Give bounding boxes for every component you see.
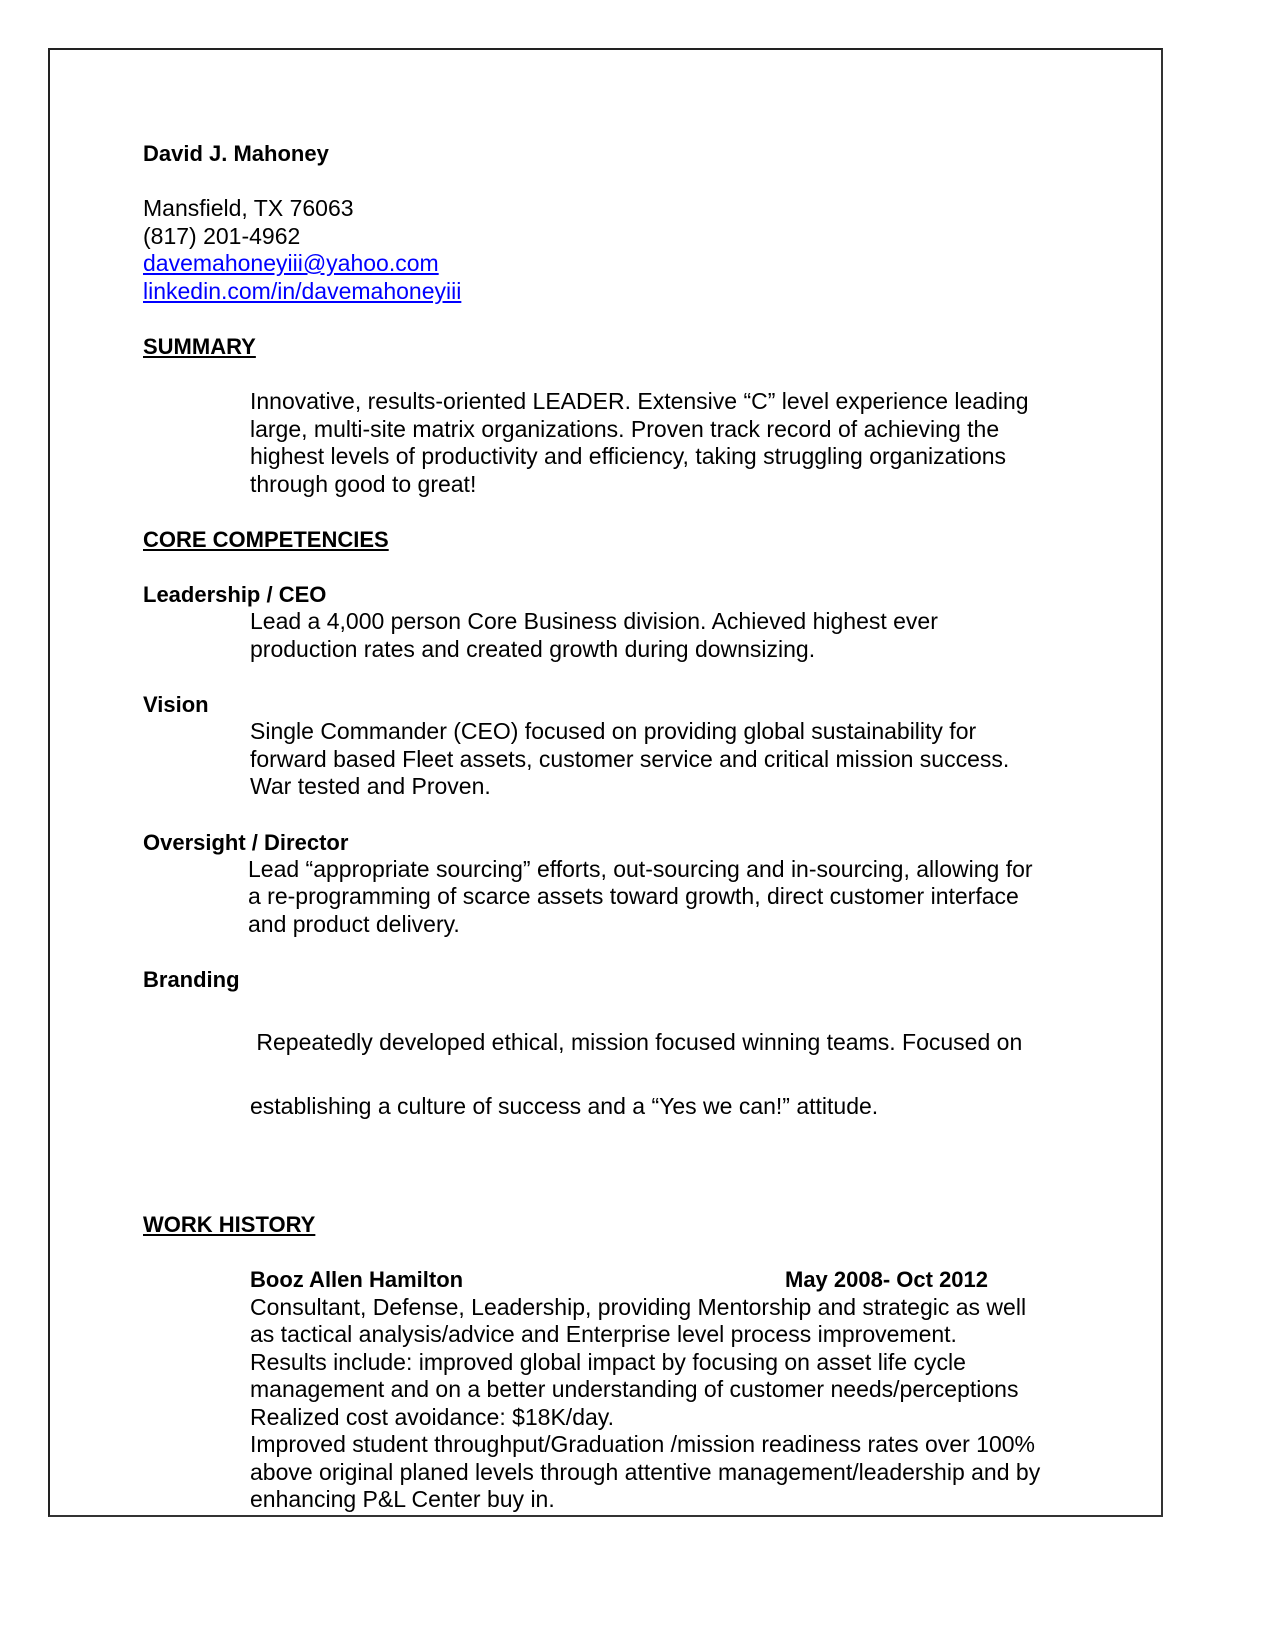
- competency-line: Lead “appropriate sourcing” efforts, out-sourcing and in-sourcing, allowing for: [248, 855, 1033, 882]
- job-line: as tactical analysis/advice and Enterprise level process improvement.: [250, 1321, 957, 1347]
- competency-oversight: [143, 829, 1103, 939]
- competency-line: forward based Fleet assets, customer service and critical mission success.: [250, 745, 1010, 772]
- summary-line: Innovative, results-oriented LEADER. Extensive “C” level experience leading: [250, 388, 1029, 414]
- job-line: Consultant, Defense, Leadership, providing Mentorship and strategic as well: [250, 1293, 1027, 1320]
- job-dates: May 2008- Oct 2012: [785, 1267, 989, 1292]
- summary-heading: SUMMARY: [143, 334, 256, 359]
- competency-branding: [143, 966, 1103, 1156]
- email-link[interactable]: davemahoneyiii@yahoo.com: [143, 250, 439, 276]
- job-line: Improved student throughput/Graduation /mission readiness rates over 100%: [250, 1431, 1035, 1457]
- competency-line: establishing a culture of success and a “Yes we can!” attitude.: [250, 1092, 879, 1119]
- work-history-heading: WORK HISTORY: [143, 1212, 316, 1237]
- job-line: management and on a better understanding of customer needs/perceptions: [250, 1376, 1019, 1402]
- competency-line: and product delivery.: [248, 910, 460, 937]
- competency-line: Single Commander (CEO) focused on providing global sustainability for: [250, 718, 977, 744]
- summary-line: large, multi-site matrix organizations. Proven track record of achieving the: [250, 415, 1000, 442]
- summary-line: through good to great!: [250, 470, 477, 497]
- job-company: Booz Allen Hamilton: [250, 1267, 464, 1292]
- resume-document: [143, 140, 1103, 1514]
- job-header: [250, 1266, 1103, 1294]
- job-line: enhancing P&L Center buy in.: [250, 1486, 555, 1512]
- competency-title: Branding: [143, 967, 240, 992]
- job-line: Results include: improved global impact by focusing on asset life cycle: [250, 1348, 966, 1375]
- competency-title: Leadership / CEO: [143, 582, 327, 607]
- phone: (817) 201-4962: [143, 222, 301, 249]
- competency-leadership: [143, 581, 1103, 663]
- competency-title: Vision: [143, 692, 209, 717]
- contact-block: [143, 195, 1103, 305]
- job-line: Realized cost avoidance: $18K/day.: [250, 1403, 614, 1430]
- competency-vision: [143, 691, 1103, 801]
- competency-line: a re-programming of scarce assets toward growth, direct customer interface: [248, 883, 1019, 909]
- job-line: above original planed levels through attentive management/leadership and by: [250, 1458, 1041, 1485]
- summary-body: [143, 388, 1103, 498]
- competency-line: production rates and created growth during downsizing.: [250, 635, 816, 662]
- summary-line: highest levels of productivity and efficiency, taking struggling organizations: [250, 443, 1007, 469]
- competency-line: War tested and Proven.: [250, 773, 491, 799]
- competency-line: Repeatedly developed ethical, mission focused winning teams. Focused on: [250, 1029, 1023, 1055]
- competency-line: Lead a 4,000 person Core Business division. Achieved highest ever: [250, 608, 938, 634]
- competency-title: Oversight / Director: [143, 829, 349, 855]
- candidate-name: David J. Mahoney: [143, 141, 329, 166]
- job-entry: [143, 1266, 1103, 1514]
- linkedin-link[interactable]: linkedin.com/in/davemahoneyiii: [143, 277, 462, 304]
- core-competencies-heading: CORE COMPETENCIES: [143, 527, 389, 552]
- location: Mansfield, TX 76063: [143, 195, 354, 221]
